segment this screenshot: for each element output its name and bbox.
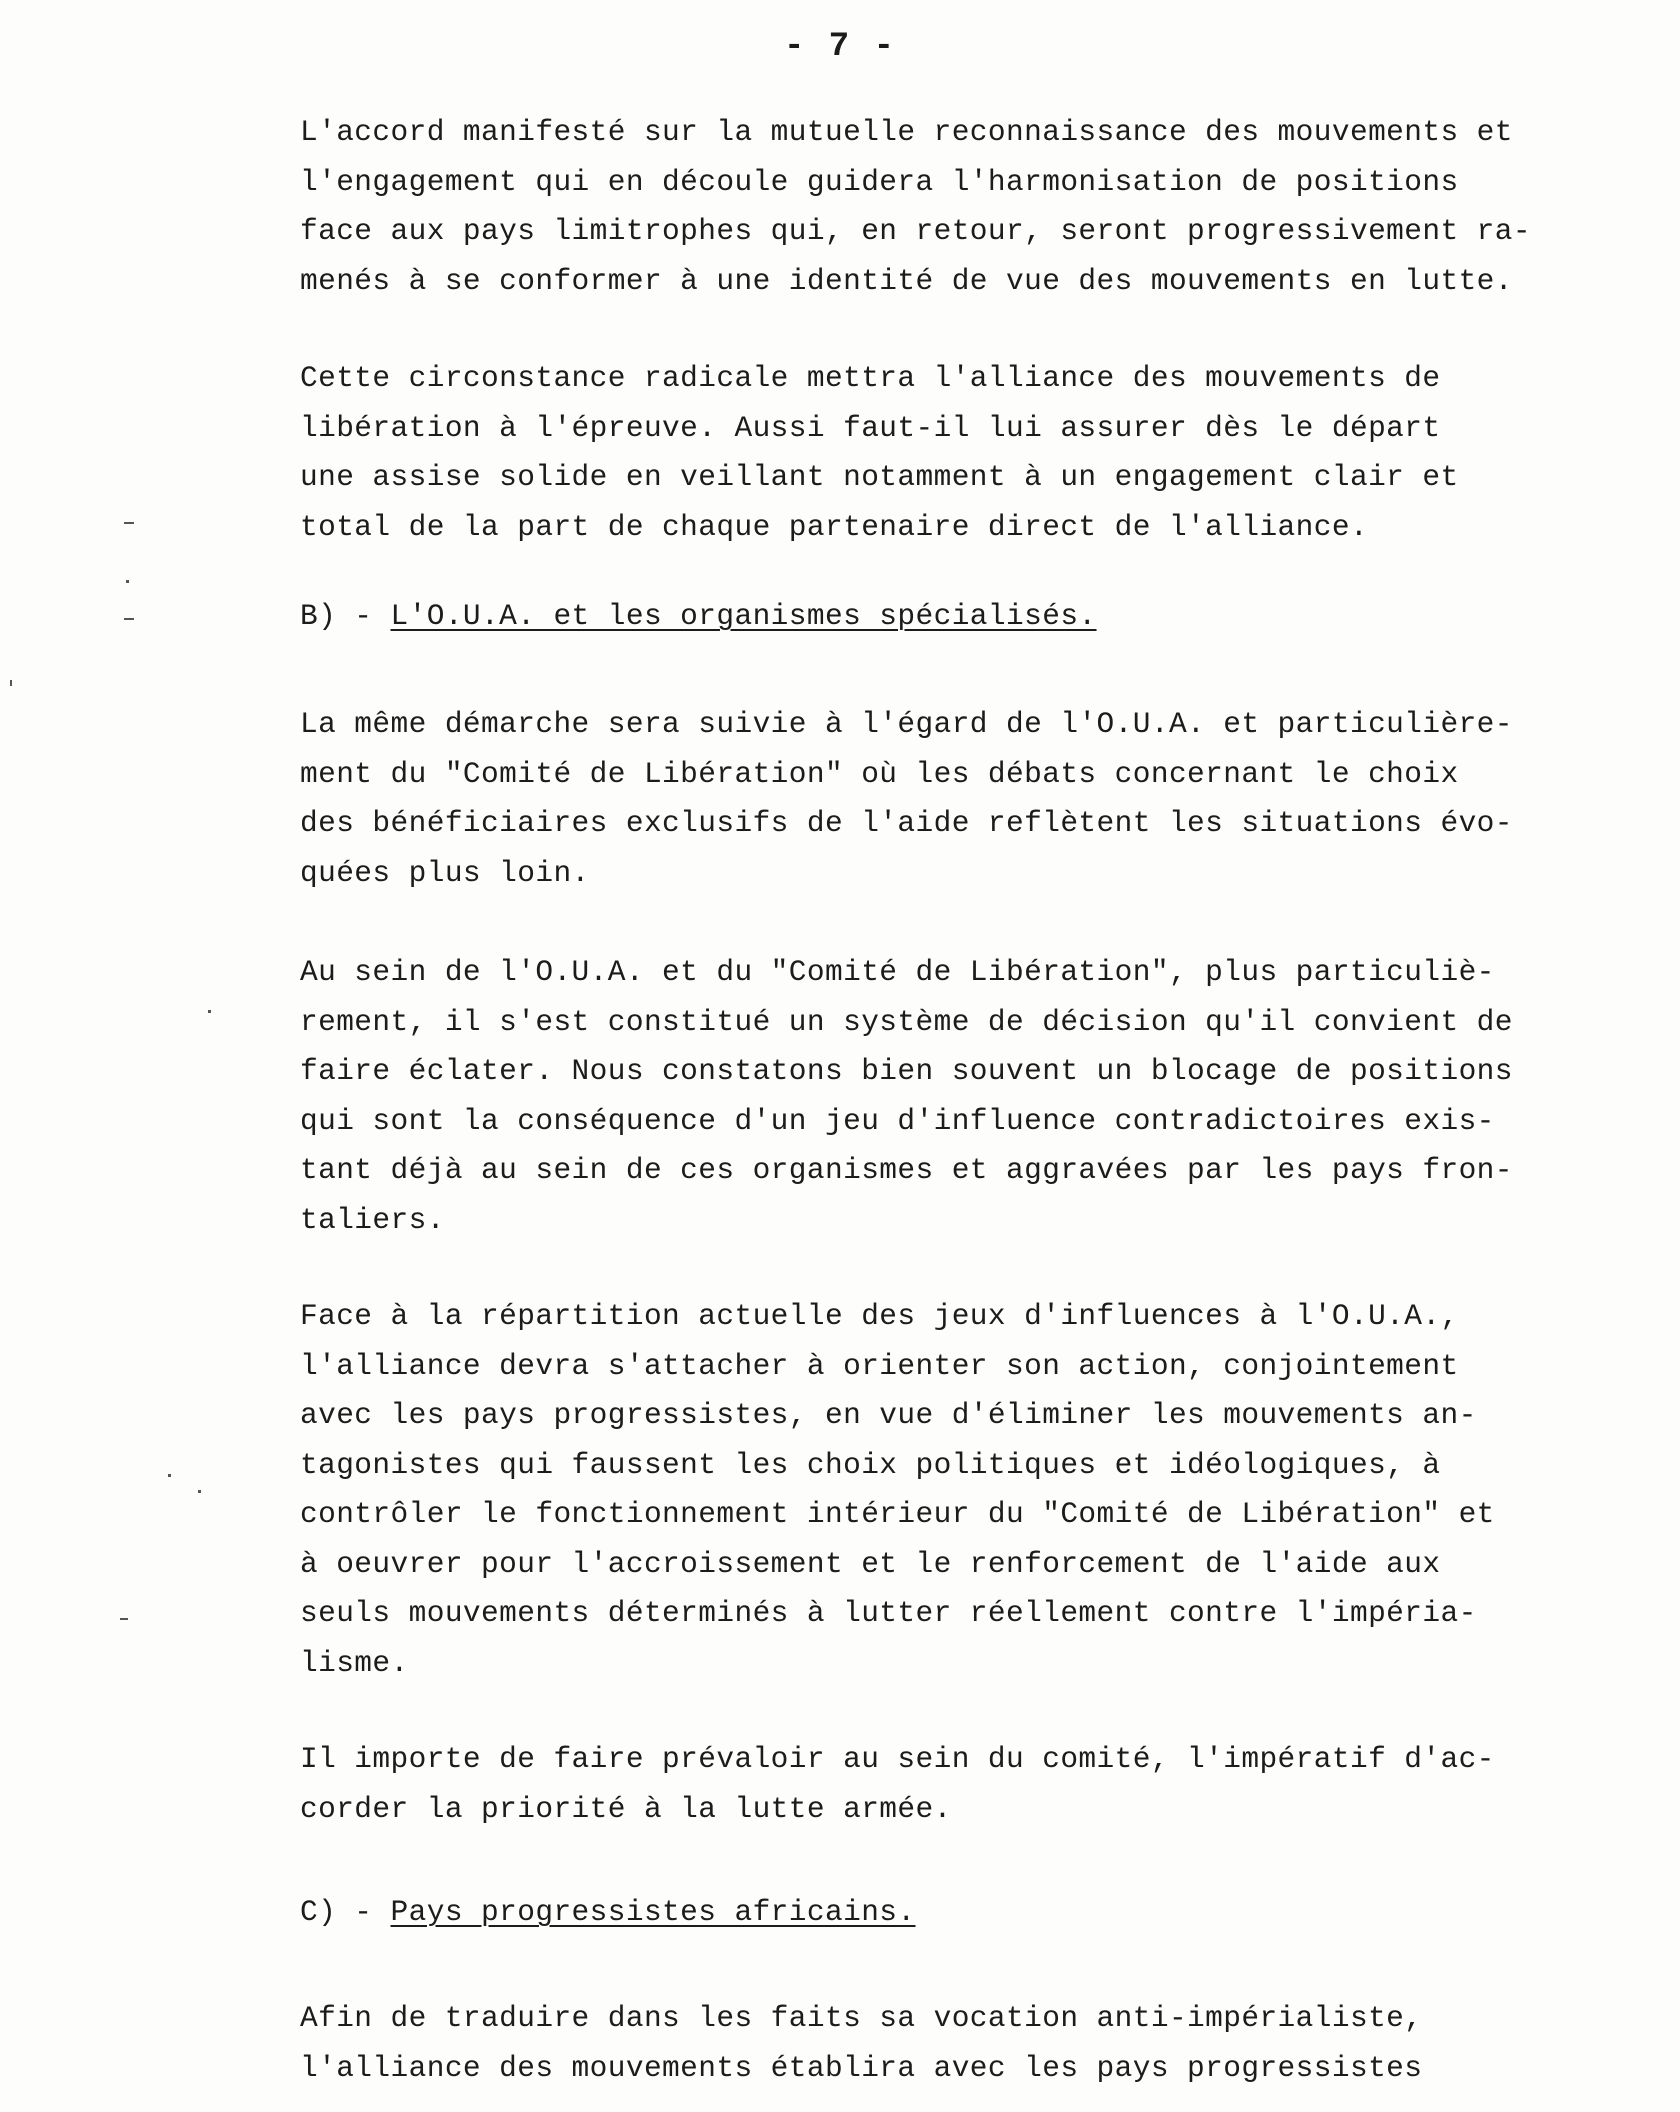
margin-mark bbox=[124, 522, 134, 524]
section-b-paragraph-1 bbox=[300, 700, 1570, 898]
text-line: tant déjà au sein de ces organismes et aggravées par les pays fron- bbox=[300, 1153, 1513, 1187]
margin-mark bbox=[208, 1010, 211, 1013]
text-line: qui sont la conséquence d'un jeu d'influence contradictoires exis- bbox=[300, 1103, 1495, 1138]
text-line: une assise solide en veillant notamment à un engagement clair et bbox=[300, 460, 1459, 494]
margin-mark bbox=[126, 580, 129, 583]
text-line: rement, il s'est constitué un système de décision qu'il convient de bbox=[300, 1004, 1513, 1039]
text-line: taliers. bbox=[300, 1202, 445, 1237]
section-b-prefix: B) - bbox=[300, 599, 391, 633]
section-c-title: Pays progressistes africains. bbox=[390, 1895, 916, 1929]
section-b-paragraph-4 bbox=[300, 1735, 1570, 1834]
text-line: Face à la répartition actuelle des jeux d'influences à l'O.U.A., bbox=[300, 1299, 1459, 1333]
margin-mark bbox=[10, 680, 12, 686]
section-c-paragraph-1 bbox=[300, 1994, 1570, 2093]
text-line: des bénéficiaires exclusifs de l'aide reflètent les situations évo- bbox=[300, 806, 1513, 840]
section-b-title: L'O.U.A. et les organismes spécialisés. bbox=[390, 599, 1097, 633]
section-b-paragraph-3 bbox=[300, 1292, 1570, 1688]
text-line: La même démarche sera suivie à l'égard de l'O.U.A. et particulière- bbox=[300, 707, 1513, 741]
text-line: L'accord manifesté sur la mutuelle reconnaissance des mouvements et bbox=[300, 115, 1513, 149]
margin-mark bbox=[120, 1618, 128, 1620]
margin-mark bbox=[124, 618, 134, 620]
section-c-prefix: C) - bbox=[300, 1895, 391, 1929]
text-line: l'engagement qui en découle guidera l'harmonisation de positions bbox=[300, 164, 1459, 199]
text-line: Il importe de faire prévaloir au sein du comité, l'impératif d'ac- bbox=[300, 1742, 1495, 1776]
text-line: face aux pays limitrophes qui, en retour, seront progressivement ra- bbox=[300, 214, 1531, 248]
text-line: menés à se conformer à une identité de vue des mouvements en lutte. bbox=[300, 263, 1513, 298]
text-line: contrôler le fonctionnement intérieur du "Comité de Libération" et bbox=[300, 1497, 1495, 1531]
text-line: tagonistes qui faussent les choix politiques et idéologiques, à bbox=[300, 1447, 1441, 1482]
paragraph-1 bbox=[300, 108, 1570, 306]
page-number: - 7 - bbox=[783, 28, 897, 66]
paragraph-2 bbox=[300, 354, 1570, 552]
text-line: corder la priorité à la lutte armée. bbox=[300, 1791, 952, 1826]
section-c-heading bbox=[300, 1888, 1570, 1938]
text-line: l'alliance devra s'attacher à orienter son action, conjointement bbox=[300, 1348, 1459, 1383]
text-line: Afin de traduire dans les faits sa vocation anti-impérialiste, bbox=[300, 2001, 1423, 2035]
text-line: avec les pays progressistes, en vue d'éliminer les mouvements an- bbox=[300, 1398, 1477, 1432]
margin-mark bbox=[198, 1490, 201, 1493]
text-line: total de la part de chaque partenaire direct de l'alliance. bbox=[300, 509, 1369, 544]
text-line: Cette circonstance radicale mettra l'alliance des mouvements de bbox=[300, 361, 1441, 395]
text-line: faire éclater. Nous constatons bien souvent un blocage de positions bbox=[300, 1054, 1513, 1088]
text-line: Au sein de l'O.U.A. et du "Comité de Libération", plus particuliè- bbox=[300, 955, 1495, 989]
section-b-heading bbox=[300, 592, 1570, 642]
text-line: libération à l'épreuve. Aussi faut-il lui assurer dès le départ bbox=[300, 410, 1441, 445]
section-b-paragraph-2 bbox=[300, 948, 1570, 1245]
text-line: à oeuvrer pour l'accroissement et le renforcement de l'aide aux bbox=[300, 1546, 1441, 1581]
text-line: quées plus loin. bbox=[300, 855, 590, 890]
text-line: seuls mouvements déterminés à lutter réellement contre l'impéria- bbox=[300, 1596, 1477, 1630]
margin-mark bbox=[168, 1474, 171, 1477]
text-line: l'alliance des mouvements établira avec les pays progressistes bbox=[300, 2050, 1423, 2085]
text-line: ment du "Comité de Libération" où les débats concernant le choix bbox=[300, 756, 1459, 791]
text-line: lisme. bbox=[300, 1645, 409, 1680]
